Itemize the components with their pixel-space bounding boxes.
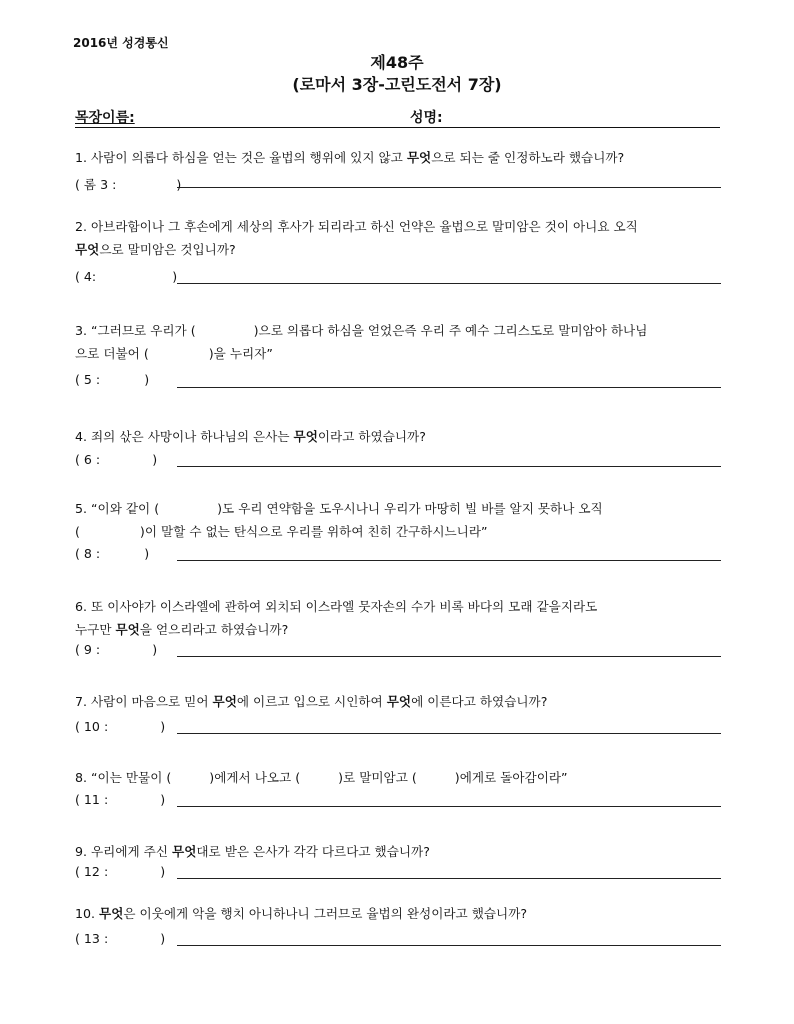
ref-suffix: ) [152, 642, 158, 657]
ref-suffix: ) [176, 177, 182, 192]
question-text: 으로 되는 줄 인정하노라 했습니까? [431, 150, 625, 165]
question-text: 에 이르고 입으로 시인하여 [236, 694, 387, 709]
question-keyword: 무엇 [212, 694, 237, 709]
question-text: 5. “이와 같이 ( [75, 501, 160, 516]
question-text: )에게서 나오고 ( [209, 770, 301, 785]
ref-prefix: ( 11 : [75, 792, 109, 807]
answer-ref-10 [75, 931, 165, 946]
ref-suffix: ) [160, 792, 166, 807]
ref-prefix: ( 12 : [75, 864, 109, 879]
question-text: )이 말할 수 없는 탄식으로 우리를 위하여 친히 간구하시느니라” [139, 524, 488, 539]
question-text: )을 누리자” [208, 346, 273, 361]
ref-suffix: ) [160, 931, 166, 946]
question-keyword: 무엇 [406, 150, 432, 165]
answer-line-4[interactable] [177, 466, 721, 467]
question-text: 에 이른다고 하였습니까? [411, 694, 548, 709]
question-keyword: 무엇 [386, 694, 412, 709]
question-10 [75, 902, 723, 925]
question-text: ( [75, 524, 80, 539]
question-text: 6. 또 이사야가 이스라엘에 관하여 외치되 이스라엘 뭇자손의 수가 비록 바다의 모래 같을지라도 [75, 599, 598, 614]
ref-suffix: ) [172, 269, 178, 284]
question-text: )로 말미암고 ( [338, 770, 417, 785]
question-text: 3. “그러므로 우리가 ( [75, 323, 196, 338]
question-text: 10. [75, 906, 100, 921]
question-9 [75, 840, 723, 863]
ref-prefix: ( 10 : [75, 719, 109, 734]
question-keyword: 무엇 [172, 844, 197, 859]
question-text: 9. 우리에게 주신 [75, 844, 173, 859]
question-text: 이라고 하였습니까? [317, 429, 426, 444]
question-text: 8. “이는 만물이 ( [75, 770, 172, 785]
answer-ref-3 [75, 372, 149, 387]
answer-line-10[interactable] [177, 945, 721, 946]
question-text: 은 이웃에게 악을 행치 아니하나니 그러므로 율법의 완성이라고 했습니까? [123, 906, 528, 921]
ref-prefix: ( 13 : [75, 931, 109, 946]
question-text: )에게로 돌아감이라” [454, 770, 568, 785]
ref-prefix: ( 6 : [75, 452, 101, 467]
question-8 [75, 766, 723, 789]
pastor-group-label: 목장이름: [75, 110, 135, 126]
question-text: 을 얻으리라고 하였습니까? [139, 622, 289, 637]
answer-ref-5 [75, 546, 149, 561]
question-6 [75, 595, 723, 641]
week-title: 제48주 [370, 53, 424, 72]
question-2 [75, 215, 723, 261]
question-1 [75, 146, 723, 169]
question-text: 4. 죄의 삯은 사망이나 하나님의 은사는 [75, 429, 294, 444]
question-text: 7. 사람이 마음으로 믿어 [75, 694, 213, 709]
answer-ref-2 [75, 269, 177, 284]
name-label: 성명: [410, 110, 443, 126]
question-keyword: 무엇 [293, 429, 318, 444]
answer-line-1[interactable] [177, 187, 721, 188]
question-text: 대로 받은 은사가 각각 다르다고 했습니까? [196, 844, 430, 859]
question-text: )도 우리 연약함을 도우시나니 우리가 마땅히 빌 바를 알지 못하나 오직 [217, 501, 603, 516]
answer-line-6[interactable] [177, 656, 721, 657]
name-fields-row [75, 107, 720, 128]
answer-ref-6 [75, 642, 157, 657]
answer-ref-1 [75, 174, 181, 193]
question-text: 으로 말미암은 것입니까? [99, 242, 236, 257]
question-text: 누구만 [75, 622, 116, 637]
question-5 [75, 497, 723, 543]
answer-ref-7 [75, 719, 165, 734]
chapter-range-title: (로마서 3장-고린도전서 7장) [292, 75, 502, 94]
answer-line-7[interactable] [177, 733, 721, 734]
question-text: 2. 아브라함이나 그 후손에게 세상의 후사가 되리라고 하신 언약은 율법으로 말미암은 것이 아니요 오직 [75, 219, 638, 234]
question-4 [75, 425, 723, 448]
question-text: 으로 더불어 ( [75, 346, 149, 361]
ref-suffix: ) [160, 864, 166, 879]
answer-line-8[interactable] [177, 806, 721, 807]
answer-ref-8 [75, 792, 165, 807]
ref-suffix: ) [152, 452, 158, 467]
ref-prefix: ( 롬 3 : [75, 177, 117, 192]
answer-ref-9 [75, 864, 165, 879]
question-keyword: 무엇 [115, 622, 140, 637]
question-text: )으로 의롭다 하심을 얻었은즉 우리 주 예수 그리스도로 말미암아 하나님 [253, 323, 648, 338]
answer-line-5[interactable] [177, 560, 721, 561]
question-7 [75, 690, 723, 713]
question-keyword: 무엇 [99, 906, 124, 921]
answer-line-3[interactable] [177, 387, 721, 388]
ref-suffix: ) [144, 372, 150, 387]
publication-label: 2016년 성경통신 [73, 36, 169, 50]
ref-suffix: ) [144, 546, 150, 561]
question-3 [75, 319, 723, 365]
answer-line-2[interactable] [177, 283, 721, 284]
answer-ref-4 [75, 452, 157, 467]
question-text: 1. 사람이 의롭다 하심을 얻는 것은 율법의 행위에 있지 않고 [75, 150, 407, 165]
ref-prefix: ( 5 : [75, 372, 101, 387]
answer-line-9[interactable] [177, 878, 721, 879]
ref-suffix: ) [160, 719, 166, 734]
ref-prefix: ( 8 : [75, 546, 101, 561]
question-keyword: 무엇 [75, 242, 100, 257]
ref-prefix: ( 9 : [75, 642, 101, 657]
ref-prefix: ( 4: [75, 269, 97, 284]
